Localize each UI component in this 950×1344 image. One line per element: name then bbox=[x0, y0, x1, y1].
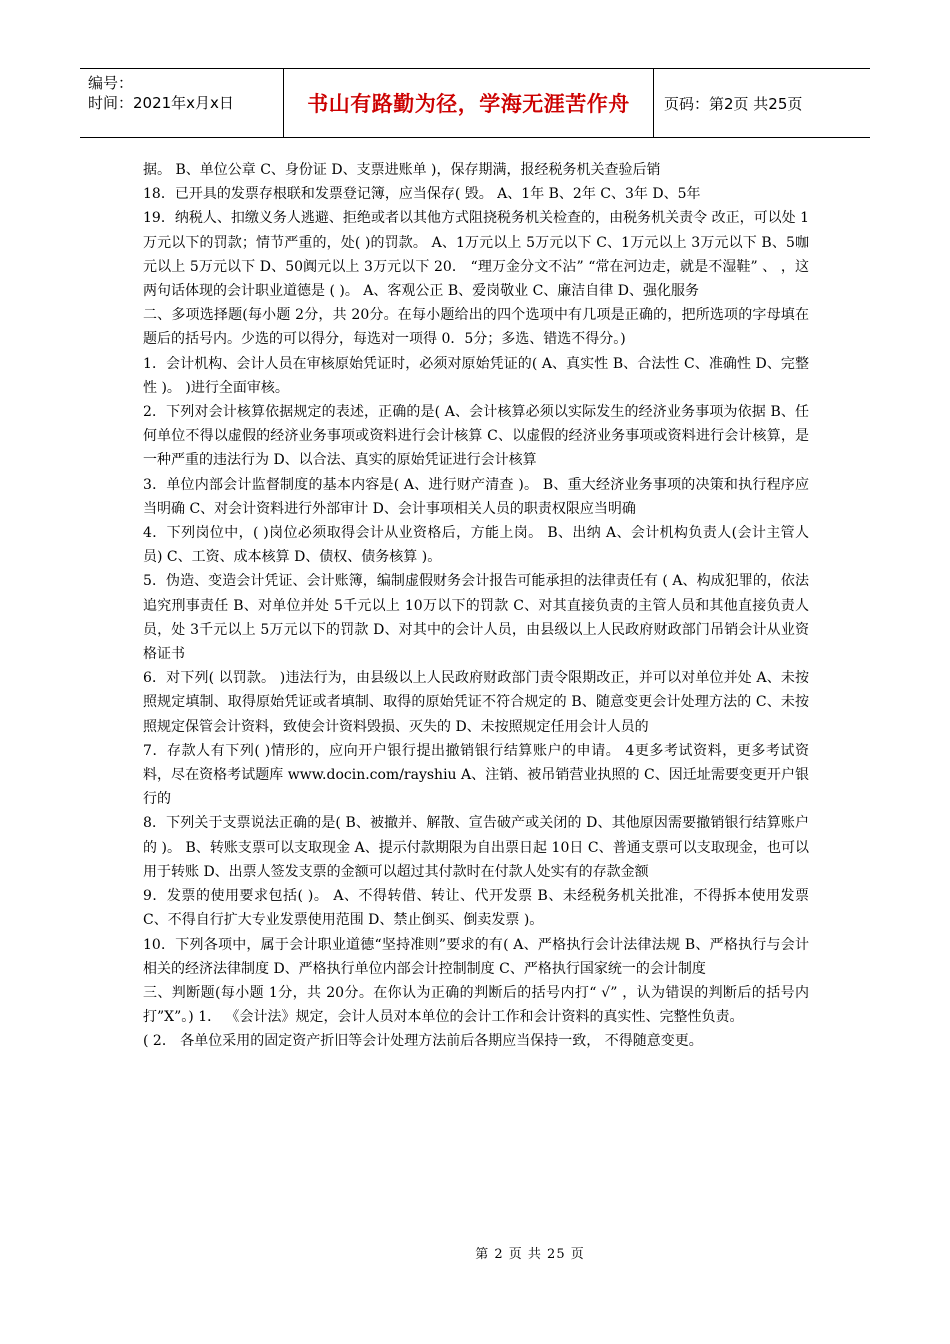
section-heading-multiple-choice: 二、多项选择题(每小题 2分，共 20分。在每小题给出的四个选项中有几项是正确的，把所选项的字母填在题后的括号内。少选的可以得分，每选对一项得 0．5分；多选、错选不得分。) bbox=[143, 307, 809, 348]
paragraph: 10．下列各项中，属于会计职业道德“坚持准则”要求的有( A、严格执行会计法律法规 B、严格执行与会计相关的经济法律制度 D、严格执行单位内部会计控制制度 C、严格执行国家统一的会计制度 bbox=[143, 936, 809, 977]
paragraph: 18．已开具的发票存根联和发票登记簿，应当保存( 毁。 A、1年 B、2年 C、3年 D、5年 bbox=[143, 186, 701, 203]
header-meta bbox=[80, 69, 284, 137]
paragraph: 5．伪造、变造会计凭证、会计账簿，编制虚假财务会计报告可能承担的法律责任有 ( A、构成犯罪的，依法追究刑事责任 B、对单位并处 5千元以上 10万以下的罚款 C、对其直接负责的主管人员和其他直接负责人员，处 3千元以上 5万元以下的罚款 D、对其中的会计人员，由县级以上人民政府财政部门吊销会计从业资格证书 bbox=[143, 573, 809, 663]
paragraph: 8．下列关于支票说法正确的是( B、被撤并、解散、宣告破产或关闭的 D、其他原因需要撤销银行结算账户的 )。 B、转账支票可以支取现金 A、提示付款期限为自出票日起 10日 C、普通支票可以支取现金，也可以用于转账 D、出票人签发支票的金额可以超过其付款时在付款人处实有的存款金额 bbox=[143, 815, 809, 880]
paragraph: 7．存款人有下列( )情形的，应向开户银行提出撤销银行结算账户的申请。 4更多考试资料，更多考试资料，尽在资格考试题库 www.docin.com/rayshiu A、注销、被吊销营业执照的 C、因迁址需要变更开户银行的 bbox=[143, 742, 809, 808]
paragraph: 3．单位内部会计监督制度的基本内容是( A、进行财产清查 )。 B、重大经济业务事项的决策和执行程序应当明确 C、对会计资料进行外部审计 D、会计事项相关人员的职责权限应当明确 bbox=[143, 476, 809, 517]
paragraph: ( 2． 各单位采用的固定资产折旧等会计处理方法前后各期应当保持一致， 不得随意变更。 bbox=[143, 1033, 703, 1050]
paragraph: 19．纳税人、扣缴义务人逃避、拒绝或者以其他方式阻挠税务机关检查的，由税务机关责令 改正，可以处 1万元以下的罚款；情节严重的，处( )的罚款。 A、1万元以上 5万元以下 C、1万元以上 3万元以下 B、5咖元以上 5万元以下 D、50阗元以上 3万元以下 20． “理万金分文不沾” “常在河边走，就是不湿鞋” 、 ，这两句话体现的会计职业道德是 ( )。 A、客观公正 B、爱岗敬业 C、廉洁自律 D、强化服务 bbox=[143, 210, 809, 300]
page-footer: 第 2 页 共 25 页 bbox=[475, 1247, 585, 1262]
document-number-label: 编号： bbox=[88, 74, 134, 92]
document-header bbox=[80, 68, 870, 138]
paragraph: 4．下列岗位中，( )岗位必须取得会计从业资格后，方能上岗。 B、出纳 A、会计机构负责人(会计主管人员) C、工资、成本核算 D、债权、债务核算 )。 bbox=[143, 525, 809, 566]
document-date-label: 时间：2021年x月x日 bbox=[88, 94, 234, 112]
paragraph: 据。 B、单位公章 C、身份证 D、支票进账单 )，保存期满，报经税务机关查验后销 bbox=[143, 162, 661, 178]
paragraph: 6．对下列( 以罚款。 )违法行为，由县级以上人民政府财政部门责令限期改正，并可以对单位并处 A、未按照规定填制、取得原始凭证或者填制、取得的原始凭证不符合规定的 B、随意变更会计处理方法的 C、未按照规定保管会计资料，致使会计资料毁损、灭失的 D、未按照规定任用会计人员的 bbox=[143, 670, 809, 735]
section-heading-true-false: 三、判断题(每小题 1分，共 20分。在你认为正确的判断后的括号内打“ √” ，认为错误的判断后的括号内打”X”。) 1． 《会计法》规定，会计人员对本单位的会计工作和会计资料的真实性、完整性负责。 bbox=[143, 984, 809, 1026]
document-body bbox=[143, 158, 809, 1054]
paragraph: 1．会计机构、会计人员在审核原始凭证时，必须对原始凭证的( A、真实性 B、合法性 C、准确性 D、完整性 )。 )进行全面审核。 bbox=[143, 355, 809, 396]
paragraph: 9．发票的使用要求包括( )。 A、不得转借、转让、代开发票 B、未经税务机关批准，不得拆本使用发票 C、不得自行扩大专业发票使用范围 D、禁止倒买、倒卖发票 )。 bbox=[143, 888, 809, 929]
header-motto: 书山有路勤为径，学海无涯苦作舟 bbox=[284, 69, 654, 137]
header-page-info: 页码：第2页 共25页 bbox=[664, 94, 803, 113]
paragraph: 2．下列对会计核算依据规定的表述，正确的是( A、会计核算必须以实际发生的经济业务事项为依据 B、任何单位不得以虚假的经济业务事项或资料进行会计核算 C、以虚假的经济业务事项或资料进行会计核算，是一种严重的违法行为 D、以合法、真实的原始凭证进行会计核算 bbox=[143, 404, 809, 469]
